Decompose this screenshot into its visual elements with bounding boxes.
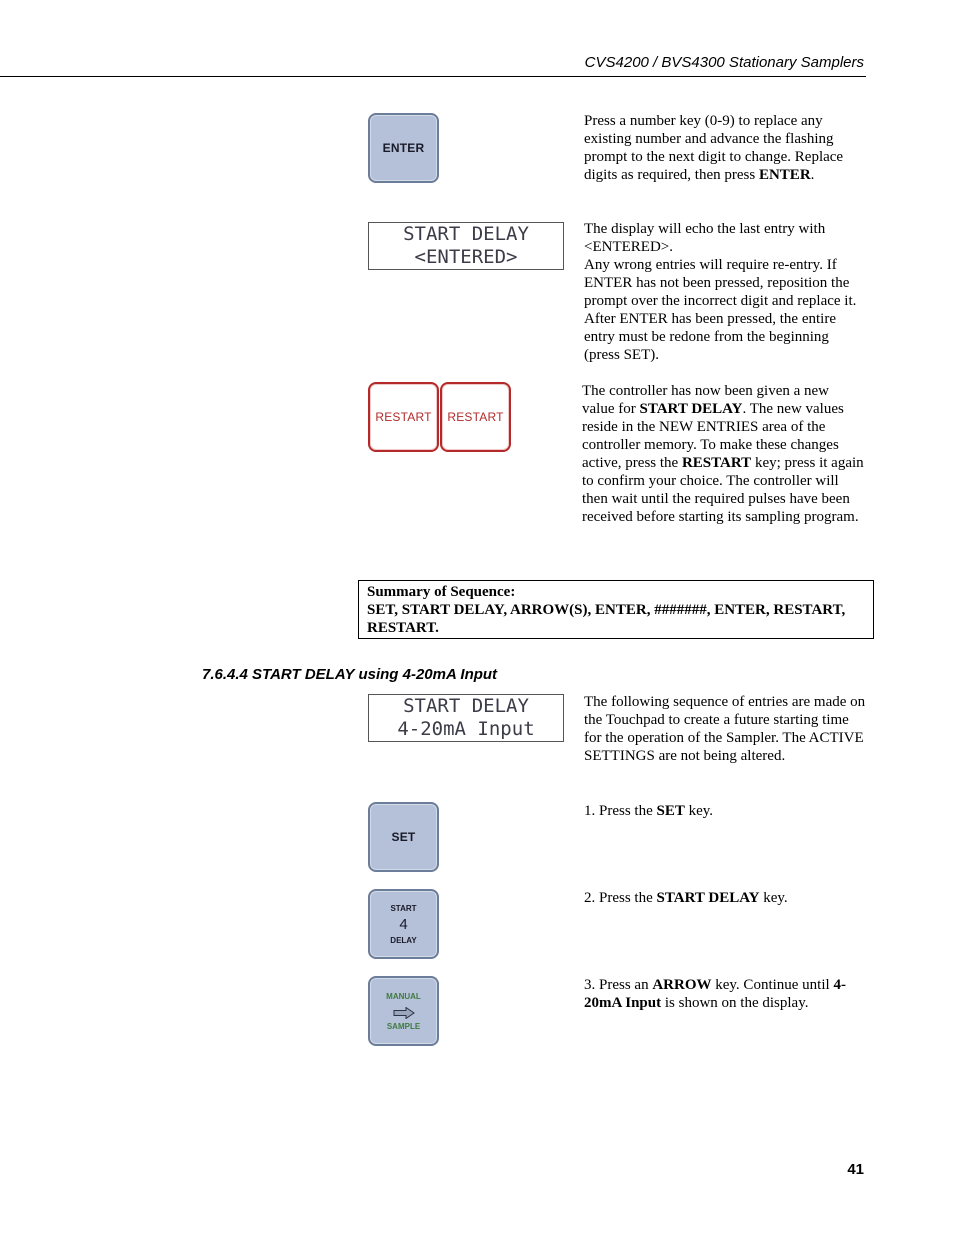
echo-line-2: Any wrong entries will require re-entry. If ENTER has not been pressed, reposition the prompt over the incorrect digit and replace it. After ENTER has been pressed, the entire entry must be redone from the beginning (press SET). — [584, 257, 857, 363]
restart-text-a: The controller has now been given a new value for — [582, 383, 829, 417]
enter-paragraph-text: Press a number key (0-9) to replace any existing number and advance the flashing prompt to the next digit to change. Replace digits as required, then press — [584, 113, 844, 183]
step-2-text: 2. Press the — [584, 890, 657, 906]
step-1 — [584, 802, 866, 820]
lcd-line-2: 4-20mA Input — [397, 718, 535, 740]
right-arrow-icon — [393, 1006, 415, 1018]
step-2-bold: START DELAY — [656, 890, 760, 906]
step-1-text: 1. Press the — [584, 803, 657, 819]
section-heading: 7.6.4.4 START DELAY using 4-20mA Input — [202, 666, 498, 683]
start-key-bottom-label: DELAY — [390, 935, 417, 945]
restart-text-b: START DELAY — [639, 401, 743, 417]
restart-key-label-1: RESTART — [375, 410, 432, 424]
summary-title: Summary of Sequence: — [367, 584, 516, 600]
page-number: 41 — [847, 1161, 864, 1178]
summary-box — [358, 580, 874, 639]
enter-key-image — [368, 113, 439, 183]
step-2-end: key. — [759, 890, 788, 906]
lcd-display-input — [368, 694, 564, 742]
echo-line-1: The display will echo the last entry with <ENTERED>. — [584, 221, 826, 255]
arrow-key-image — [368, 976, 439, 1046]
step-3-bold-2: 4-20mA Input — [584, 977, 846, 1011]
step-3 — [584, 976, 866, 1012]
intro-paragraph: The following sequence of entries are made on the Touchpad to create a future starting time for the operation of the Sampler. The ACTIVE SETTINGS are not being altered. — [584, 694, 866, 764]
step-1-end: key. — [684, 803, 714, 819]
step-2 — [584, 889, 866, 907]
restart-key-label-2: RESTART — [447, 410, 504, 424]
step-1-bold: SET — [656, 803, 685, 819]
lcd-display-entered — [368, 222, 564, 270]
arrow-key-sample-label: SAMPLE — [386, 1021, 421, 1031]
step-3-text-2: key. Continue until — [711, 977, 834, 993]
step-3-bold: ARROW — [652, 977, 712, 993]
restart-text-e: key; press it again to confirm your choice. The controller will then wait until the required pulses have been received before starting its sampling program. — [582, 455, 864, 525]
echo-paragraph — [584, 220, 866, 364]
lcd-line-1: START DELAY — [403, 695, 529, 717]
step-3-end: is shown on the display. — [661, 995, 809, 1011]
enter-paragraph — [584, 112, 864, 184]
step-3-text: 3. Press an — [584, 977, 653, 993]
start-key-digit: 4 — [399, 915, 408, 933]
header-rule — [0, 76, 866, 77]
restart-key-image-2 — [440, 382, 511, 452]
enter-key-label: ENTER — [382, 141, 425, 155]
enter-paragraph-end: . — [810, 167, 815, 183]
set-key-label: SET — [391, 830, 416, 844]
restart-text-c: . The new values reside in the NEW ENTRIES area of the controller memory. To make these changes active, press the — [582, 401, 844, 471]
running-header: CVS4200 / BVS4300 Stationary Samplers — [584, 54, 864, 71]
restart-key-image-1 — [368, 382, 439, 452]
restart-paragraph — [582, 382, 864, 526]
enter-paragraph-bold: ENTER — [758, 167, 811, 183]
summary-sequence: SET, START DELAY, ARROW(S), ENTER, #######, ENTER, RESTART, RESTART. — [367, 602, 846, 636]
start-key-top-label: START — [390, 903, 417, 913]
lcd-line-2: <ENTERED> — [414, 246, 518, 268]
lcd-line-1: START DELAY — [403, 223, 529, 245]
arrow-key-manual-label: MANUAL — [386, 991, 421, 1001]
start-delay-key-image — [368, 889, 439, 959]
set-key-image — [368, 802, 439, 872]
restart-text-d: RESTART — [681, 455, 752, 471]
